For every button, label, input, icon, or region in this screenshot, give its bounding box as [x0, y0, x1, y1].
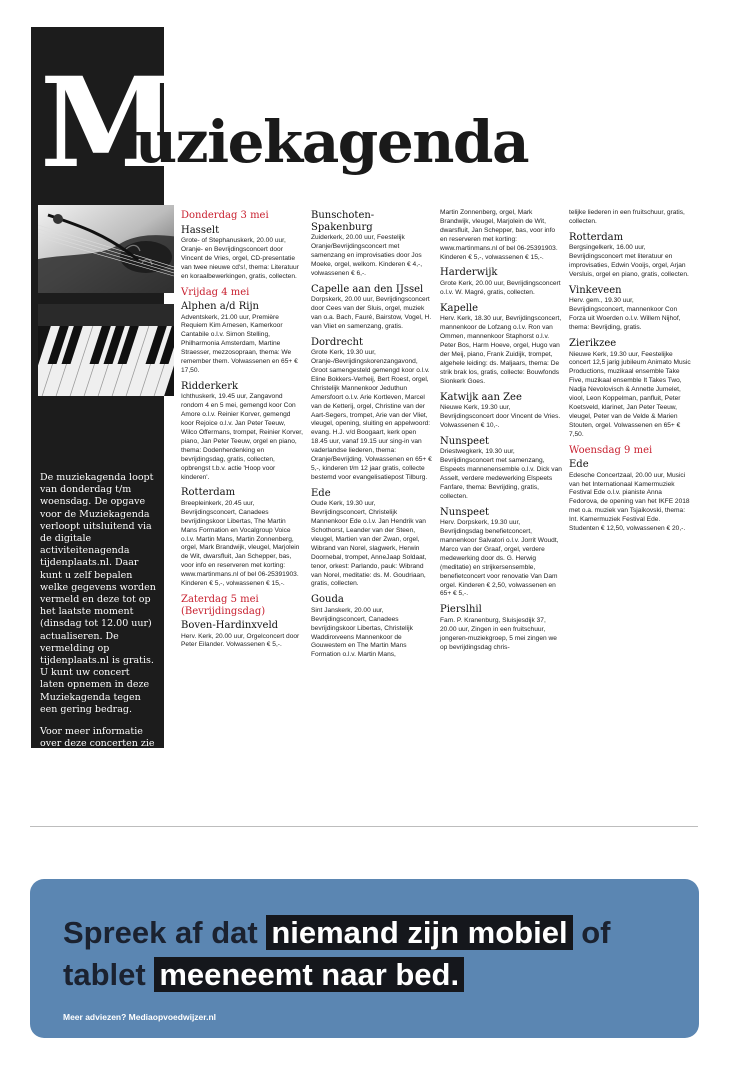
- place-heading: Bunschoten-Spakenburg: [311, 210, 375, 233]
- title-rest: uziekagenda: [135, 108, 529, 176]
- event-details: Herv. Dorpskerk, 19.30 uur, Bevrijdingsdag benefietconcert, mannenkoor Salvatori o.l.v. Jorrit Woudt, Marco van der Graaf, orgel, verdere medewerking door ds. G. Herwig (meditatie) en strijkersensemble, benefietconcert voor renovatie Van Dam orgel. Kinderen € 2,50, volwassenen en 65+ € 5,-.: [440, 519, 559, 598]
- title-initial: M: [40, 51, 174, 196]
- place-heading: Vinkeveen: [569, 284, 622, 296]
- event-details: Driestwegkerk, 19.30 uur, Bevrijdingsconcert met samenzang, Elspeets mannenensemble o.l.v. Dick van Asselt, verdere medewerking Elspeets Fanfare, thema: Bevrijding, gratis, collecten.: [440, 448, 562, 500]
- event-details: Adventskerk, 21.00 uur, Première Requiem Kim Arnesen, Kamerkoor Cantabile o.l.v. Simon Stelling, Philharmonia Amsterdam, Martine Straesser, mezzosopraan, thema: We remember them. Volwassenen en 65+ € 17,50.: [181, 313, 298, 374]
- slogan-highlight: meeneemt naar bed.: [154, 957, 464, 992]
- slogan-highlight: niemand zijn mobiel: [266, 915, 572, 950]
- place-heading: Kapelle: [440, 302, 479, 314]
- event-details: Martin Zonnenberg, orgel, Mark Brandwijk, vleugel, Marjolein de Wit, dwarsfluit, Jan Schepper, bas, voor info en reserveren met korting: www.martinmans.nl of bel 06-25391903. Kinderen € 5,-, volwassenen € 15,-.: [440, 209, 558, 261]
- place-heading: Harderwijk: [440, 267, 498, 279]
- place-heading: Capelle aan den IJssel: [311, 283, 424, 295]
- sidebar-paragraph: De muziekagenda loopt van donderdag t/m woensdag. De opgave voor de Muziekagenda verloopt uitsluitend via de digitale activiteitenagenda tijdenplaats.nl. Daar kunt u zelf bepalen welke gegevens worden vermeld en deze tot op het laatste moment (dinsdag tot 12.00 uur) actualiseren. De vermelding op tijdenplaats.nl is gratis. U kunt uw concert laten opnemen in deze Muziekagenda tegen een gering bedrag.: [40, 472, 156, 715]
- slogan-part: of: [581, 915, 611, 950]
- sidebar-more-info: [40, 726, 156, 766]
- place-heading: Nunspeet: [440, 506, 490, 518]
- event-details: Grote- of Stephanuskerk, 20.00 uur, Oranje- en Bevrijdingsconcert door Vincent de Vries, orgel, CD-presentatie van twee nieuwe cd's!, thema: Literatuur en koraalbewerkingen, gratis, collecten.: [181, 237, 299, 280]
- event-details: Breepleinkerk, 20.45 uur, Bevrijdingsconcert, Canadees bevrijdingskoor Libertas, The Martin Mans Formation en Vocalgroup Voice o.l.v. Martin Mans, Martin Zonnenberg, orgel, Mark Brandwijk, vleugel, Marjolein de Wit, dwarsfluit, Jan Schepper, bas, voor info en reserveren met korting: www.martinmans.nl of bel 06-25391903. Kinderen € 5,-, volwassenen € 15,-.: [181, 499, 300, 588]
- agenda-column-4: [569, 210, 691, 539]
- tijdenplaats-link[interactable]: tijdenplaats.nl: [40, 751, 146, 767]
- day-heading: Zaterdag 5 mei (Bevrijdingsdag): [181, 594, 266, 617]
- violin-photo: [38, 205, 174, 293]
- event-details: Nieuwe Kerk, 19.30 uur, Bevrijdingsconcert door Vincent de Vries. Volwassenen € 10,-.: [440, 404, 561, 429]
- event-details: Fam. P. Kranenburg, Sluisjesdijk 37, 20.00 uur, Zingen in een fruitschuur, jongeren-muziekgroep, 5 mei zingen we op bevrijdingsdag chris-: [440, 616, 557, 651]
- event-details: Herv. Kerk, 18.30 uur, Bevrijdingsconcert, mannenkoor de Lofzang o.l.v. Ron van Ommen, mannenkoor Staphorst o.l.v. Peter Bos, Harm Hoeve, orgel, Hugo van der Meij, piano, Frank Zuidijk, trompet, algehele leiding: ds. Maljaars, thema: De strik brak los, gratis, collecte: Bouwfonds Sionkerk Goes.: [440, 315, 562, 385]
- event-details: Edesche Concertzaal, 20.00 uur, Musici van het Internationaal Kamermuziek Festival Ede o.l.v. pianiste Anna Fedorova, de opening van het IKFE 2018 met o.a. muziek van Tsjaikovski, thema: Int. Kamermuziek Festival Ede. Studenten € 12,50, volwassenen € 20,-.: [569, 471, 690, 533]
- slogan-part: Spreek af dat: [63, 915, 258, 950]
- event-details: Sint Janskerk, 20.00 uur, Bevrijdingsconcert, Canadees bevrijdingskoor Libertas, Christelijk Waddinxveens Mannenkoor de Gouwestem en The Martin Mans Formation o.l.v. Martin Mans,: [311, 606, 413, 659]
- place-heading: Ede: [569, 459, 589, 471]
- sidebar-more-info-text: Voor meer informatie over deze concerten zie: [40, 726, 155, 750]
- event-details: Grote Kerk, 19.30 uur, Oranje-/Bevrijdingskorenzangavond, Groot samengesteld gemengd koor o.l.v. Eline Bokkers-Verheij, Bert Roest, orgel, Christelijk Mannenkoor Jeduthun Amersfoort o.l.v. Arie Kortleven, Marcel van de Ketterij, orgel, Christine van der Aart-Segers, trompet, Arie van der Vliet, vleugel, opening, sluiting en appelwoord: evang. H.J. v/d Boogaart, kerk open 18.45 uur, vanaf 19.15 uur sing-in van vaderlandse liederen, thema: Oranje/Bevrijding. Volwassenen en 65+ € 5,-, kinderen t/m 12 jaar gratis, collecte bestemd voor evangelisatiepost Tilburg.: [311, 349, 432, 481]
- day-heading: Donderdag 3 mei: [181, 210, 269, 221]
- place-heading: Boven-Hardinxveld: [181, 620, 279, 631]
- place-heading: Nunspeet: [440, 435, 490, 447]
- slogan-part: tablet: [63, 957, 146, 992]
- agenda-column-2: [311, 210, 433, 665]
- sidebar-info: [40, 472, 156, 776]
- event-details: Herv. Kerk, 20.00 uur, Orgelconcert door Peter Eilander. Volwassenen € 5,-.: [181, 632, 300, 649]
- place-heading: Alphen a/d Rijn: [181, 301, 259, 313]
- mediaopvoedwijzer-link[interactable]: Meer adviezen? Mediaopvoedwijzer.nl: [63, 1012, 217, 1022]
- agenda-column-3: [440, 210, 562, 657]
- place-heading: Pierslhil: [440, 604, 482, 616]
- place-heading: Katwijk aan Zee: [440, 391, 522, 403]
- divider: [30, 826, 698, 827]
- event-details: Herv. gem., 19.30 uur, Bevrijdingsconcert, mannenkoor Con Forza uit Woerden o.l.v. Willem Nijhof, thema: Bevrijding, gratis.: [569, 297, 681, 332]
- place-heading: Ede: [311, 487, 331, 499]
- event-details: Oude Kerk, 19.30 uur, Bevrijdingsconcert, Christelijk Mannenkoor Ede o.l.v. Jan Hendrik van Schothorst, Leander van der Steen, vleugel, Martien van der Zwan, orgel, Wibrand van Norel, slagwerk, Herwin Doornebal, trompet, AnneJaap Soldaat, tenor, orkest: Parlando, pauk: Wibrand van Norel, meditatie: ds. M. Goudriaan, gratis, collecten.: [311, 500, 427, 588]
- place-heading: Hasselt: [181, 224, 220, 236]
- ad-banner: [30, 879, 699, 1038]
- day-heading: Vrijdag 4 mei: [181, 286, 250, 298]
- event-details: Nieuwe Kerk, 19.30 uur, Feestelijke concert 12,5 jarig jubileum Animato Music Productions, muzikaal ensemble Take Five, muzikaal ensemble It Takes Two, Nadja Nevolovisch & Annette Jumelet, viool, Leon Koppelman, panfluit, Peter Koetsveld, klarinet, Jan Peter Teeuw, vleugel, Peter van de Velde & Marien Stouten, orgel. Volwassenen en 65+ € 7,50.: [569, 350, 691, 438]
- event-details: Ichthuskerk, 19.45 uur, Zangavond rondom 4 en 5 mei, gemengd koor Con Amore o.l.v. Reinier Korver, gemengd koor Rejoice o.l.v. Jan Peter Teeuw, Wilco Offermans, trompet, Reinier Korver, piano, Jan Peter Teeuw, orgel en piano, thema: Dodenherdenking en bevrijdingsdag, gratis, collecten, opbrengst t.b.v. actie 'Hoop voor kinderen'.: [181, 393, 303, 481]
- place-heading: Ridderkerk: [181, 380, 239, 392]
- event-details: Bergsingelkerk, 16.00 uur, Bevrijdingsconcert met literatuur en improvisaties, Edwin Vooijs, orgel, Arjan Versluis, orgel en piano, gratis, collecten.: [569, 244, 689, 279]
- event-details: Grote Kerk, 20.00 uur, Bevrijdingsconcert o.l.v. W. Magré, gratis, collecten.: [440, 279, 561, 296]
- agenda-column-1: [181, 210, 303, 655]
- piano-keys-photo: [38, 304, 174, 396]
- event-details: Dorpskerk, 20.00 uur, Bevrijdingsconcert door Cees van der Sluis, orgel, muziek van o.a. Bach, Fauré, Bairstow, Vogel, H. van Vliet en samenzang, gratis.: [311, 296, 432, 330]
- place-heading: Rotterdam: [569, 231, 624, 243]
- place-heading: Dordrecht: [311, 336, 363, 348]
- banner-slogan: [63, 912, 663, 996]
- event-details: Zuiderkerk, 20.00 uur, Feestelijk Oranje/Bevrijdingsconcert met samenzang en improvisaties door Jos Moeke, orgel, welkom. Kinderen € 4,-, volwassenen € 6,-.: [311, 234, 423, 277]
- event-details: telijke liederen in een fruitschuur, gratis, collecten.: [569, 209, 685, 225]
- place-heading: Gouda: [311, 594, 344, 606]
- place-heading: Zierikzee: [569, 338, 617, 350]
- place-heading: Rotterdam: [181, 487, 236, 499]
- day-heading: Woensdag 9 mei: [569, 444, 653, 456]
